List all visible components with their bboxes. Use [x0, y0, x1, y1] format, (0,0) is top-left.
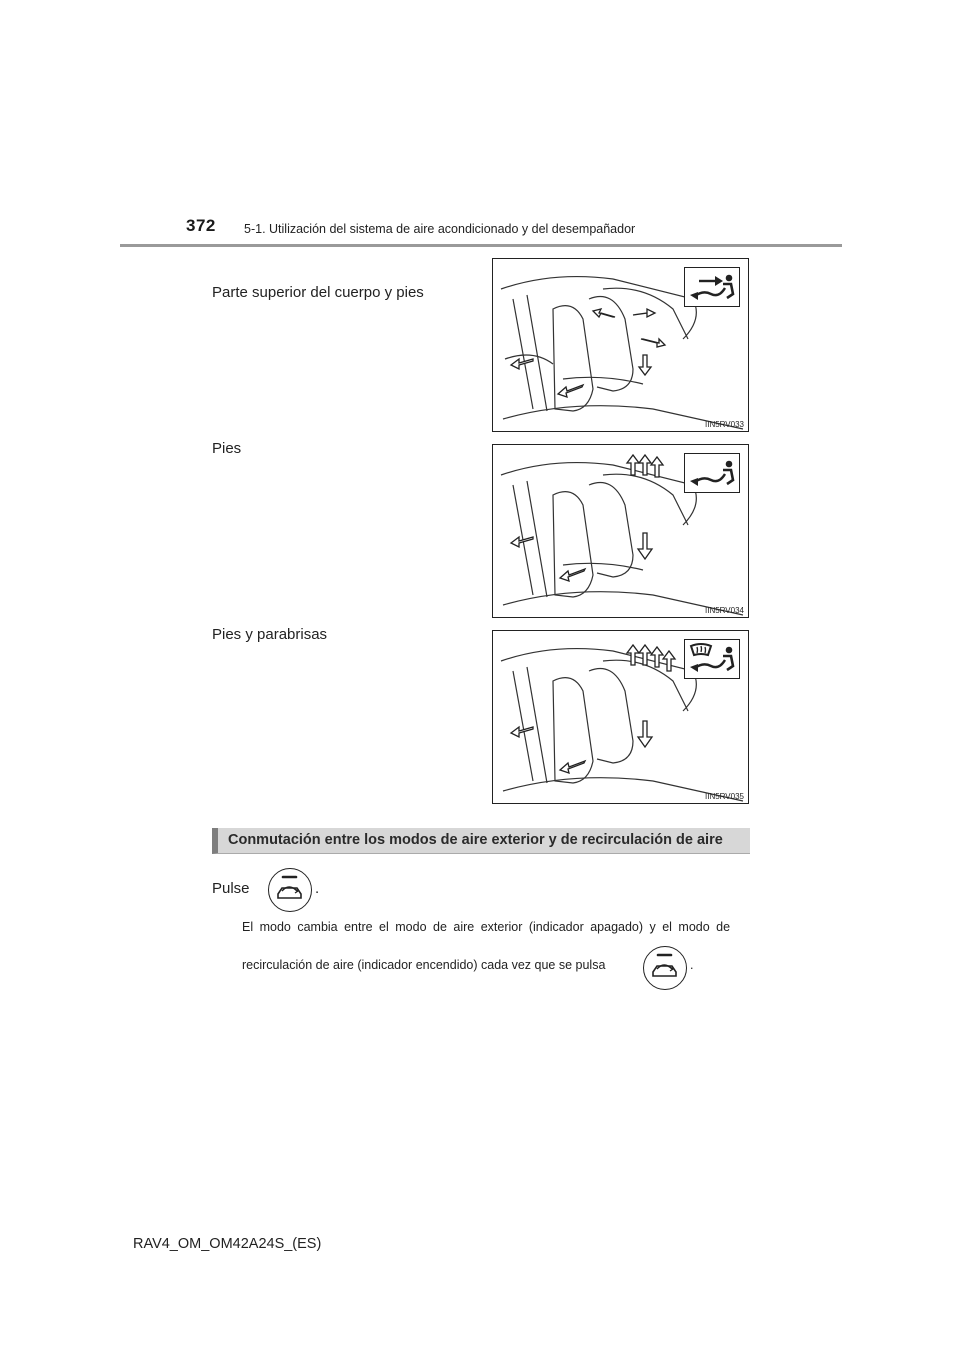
- figure-upper-body-feet: [492, 258, 749, 432]
- figure-code: IIN5RV033: [705, 420, 744, 429]
- instruction-suffix: .: [315, 880, 320, 897]
- upper-body-feet-airflow-icon: [684, 267, 740, 307]
- section-header: 5-1. Utilización del sistema de aire acondicionado y del desempañador: [244, 222, 636, 236]
- description-line-2: recirculación de aire (indicador encendido) cada vez que se pulsa: [242, 958, 606, 972]
- feet-windshield-airflow-icon: [684, 639, 740, 679]
- footer-doc-code: RAV4_OM_OM42A24S_(ES): [133, 1236, 322, 1252]
- subsection-heading: [212, 828, 750, 854]
- instruction-prefix: Pulse: [212, 880, 250, 897]
- mode-label-feet-windshield: Pies y parabrisas: [212, 626, 328, 643]
- description-line-1: El modo cambia entre el modo de aire exterior (indicador apagado) y el modo de: [242, 920, 731, 934]
- figure-feet: [492, 444, 749, 618]
- recirculation-button-icon: [643, 946, 687, 990]
- description-line-2-end: .: [690, 958, 694, 972]
- figure-code: IIN5RV035: [705, 792, 744, 801]
- mode-label-upper-body-feet: Parte superior del cuerpo y pies: [212, 284, 424, 301]
- header-divider: [120, 244, 842, 247]
- figure-feet-windshield: [492, 630, 749, 804]
- recirculation-button-icon: [268, 868, 312, 912]
- figure-code: IIN5RV034: [705, 606, 744, 615]
- page-number: 372: [186, 216, 216, 235]
- feet-airflow-icon: [684, 453, 740, 493]
- mode-label-feet: Pies: [212, 440, 242, 457]
- subsection-title: Conmutación entre los modos de aire exterior y de recirculación de aire: [228, 832, 723, 848]
